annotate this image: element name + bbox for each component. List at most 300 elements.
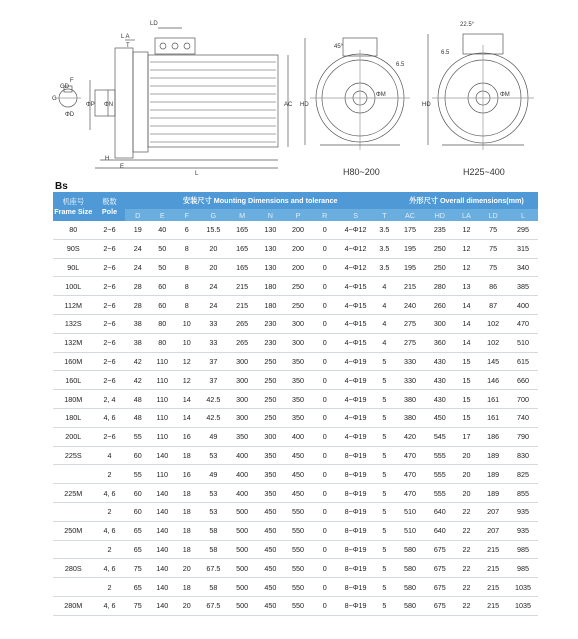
motor-dimension-drawings [0,0,578,180]
value-cell: 18 [174,484,199,503]
pole-cell: 2 [94,465,126,484]
table-row [53,258,538,277]
frame-cell: 100L [53,277,94,296]
value-cell: 0 [312,465,338,484]
section-label: Bs [55,181,68,192]
pole-header [94,192,126,221]
value-cell: 250 [257,408,285,427]
value-cell: 510 [395,521,425,540]
value-cell: 4~Φ19 [337,408,373,427]
pole-cell: 2~6 [94,258,126,277]
value-cell: 20 [199,239,228,258]
value-cell: 17 [455,427,478,446]
value-cell: 189 [478,465,508,484]
value-cell: 8 [174,296,199,315]
value-cell: 0 [312,239,338,258]
pole-cell: 2~6 [94,427,126,446]
value-cell: 75 [478,239,508,258]
value-cell: 65 [125,521,150,540]
value-cell: 195 [395,239,425,258]
pole-cell: 2~6 [94,296,126,315]
dim-label: 22.5° [460,22,475,28]
pole-cell: 2~6 [94,333,126,352]
value-cell: 3.5 [374,258,395,277]
value-cell: 4~Φ19 [337,390,373,409]
value-cell: 4~Φ15 [337,277,373,296]
value-cell: 295 [508,221,538,239]
value-cell: 50 [150,258,175,277]
value-cell: 15 [455,390,478,409]
pole-cell: 4, 6 [94,484,126,503]
value-cell: 350 [257,446,285,465]
value-cell: 0 [312,502,338,521]
value-cell: 22 [455,521,478,540]
value-cell: 53 [199,502,228,521]
value-cell: 4 [374,277,395,296]
value-cell: 510 [395,502,425,521]
table-row [53,314,538,333]
caption-small: H80~200 [343,167,380,177]
value-cell: 450 [425,408,455,427]
value-cell: 140 [150,446,175,465]
frame-cell: 225M [53,484,94,503]
dim-label: E [120,164,125,170]
value-cell: 640 [425,521,455,540]
frame-cell: 90S [53,239,94,258]
value-cell: 380 [395,390,425,409]
value-cell: 207 [478,502,508,521]
table-row [53,484,538,503]
value-cell: 300 [284,314,312,333]
pole-cell: 2~6 [94,277,126,296]
value-cell: 250 [425,239,455,258]
table-row [53,352,538,371]
pole-cell: 2 [94,502,126,521]
value-cell: 80 [150,314,175,333]
value-cell: 22 [455,596,478,615]
value-cell: 215 [478,578,508,597]
column-header: D [125,209,150,221]
table-row [53,540,538,559]
value-cell: 38 [125,314,150,333]
pole-cell: 4, 6 [94,408,126,427]
frame-cell: 250M [53,521,94,540]
dim-label: 6.5 [396,62,405,68]
value-cell: 48 [125,390,150,409]
value-cell: 430 [425,371,455,390]
value-cell: 189 [478,446,508,465]
value-cell: 300 [284,333,312,352]
value-cell: 60 [125,446,150,465]
value-cell: 110 [150,465,175,484]
value-cell: 8 [174,239,199,258]
column-header: R [312,209,338,221]
caption-large: H225~400 [463,167,505,177]
frame-cell: 280S [53,559,94,578]
table-row [53,521,538,540]
value-cell: 420 [395,427,425,446]
value-cell: 1035 [508,578,538,597]
value-cell: 0 [312,446,338,465]
value-cell: 640 [425,502,455,521]
value-cell: 330 [395,371,425,390]
value-cell: 350 [284,371,312,390]
value-cell: 22 [455,578,478,597]
value-cell: 400 [228,484,257,503]
value-cell: 75 [478,221,508,239]
value-cell: 675 [425,578,455,597]
value-cell: 470 [395,446,425,465]
dim-label: F [70,78,74,84]
value-cell: 3.5 [374,239,395,258]
value-cell: 53 [199,446,228,465]
value-cell: 4~Φ19 [337,352,373,371]
value-cell: 315 [508,239,538,258]
value-cell: 500 [228,559,257,578]
column-header: HD [425,209,455,221]
pole-cell: 2~6 [94,239,126,258]
value-cell: 550 [284,578,312,597]
frame-cn: 机座号 [62,197,85,206]
value-cell: 300 [228,352,257,371]
frame-cell: 90L [53,258,94,277]
value-cell: 855 [508,484,538,503]
value-cell: 18 [174,540,199,559]
value-cell: 1035 [508,596,538,615]
value-cell: 555 [425,446,455,465]
value-cell: 48 [125,408,150,427]
value-cell: 8~Φ19 [337,559,373,578]
value-cell: 340 [508,258,538,277]
value-cell: 5 [374,502,395,521]
value-cell: 110 [150,408,175,427]
value-cell: 0 [312,277,338,296]
value-cell: 12 [455,239,478,258]
value-cell: 15 [455,408,478,427]
frame-cell [53,502,94,521]
pole-cell: 2~6 [94,352,126,371]
value-cell: 8~Φ19 [337,521,373,540]
column-header: E [150,209,175,221]
value-cell: 215 [395,277,425,296]
frame-en: Frame Size [54,207,93,216]
value-cell: 14 [174,390,199,409]
value-cell: 350 [284,352,312,371]
value-cell: 145 [478,352,508,371]
value-cell: 825 [508,465,538,484]
dim-label: HD [300,102,309,108]
column-header: S [337,209,373,221]
value-cell: 42 [125,352,150,371]
table-row [53,296,538,315]
value-cell: 8~Φ19 [337,446,373,465]
value-cell: 10 [174,333,199,352]
overall-header: 外形尺寸 Overall dimensions(mm) [395,192,538,209]
value-cell: 22 [455,540,478,559]
value-cell: 250 [284,296,312,315]
value-cell: 675 [425,540,455,559]
value-cell: 300 [425,314,455,333]
value-cell: 130 [257,221,285,239]
value-cell: 510 [508,333,538,352]
value-cell: 180 [257,277,285,296]
value-cell: 140 [150,540,175,559]
pole-cell: 4, 6 [94,596,126,615]
value-cell: 215 [228,277,257,296]
dim-label: T [126,43,130,49]
value-cell: 60 [150,277,175,296]
value-cell: 0 [312,578,338,597]
value-cell: 175 [395,221,425,239]
dim-label: 6.5 [441,50,450,56]
value-cell: 22 [455,559,478,578]
value-cell: 555 [425,465,455,484]
value-cell: 53 [199,484,228,503]
frame-cell [53,540,94,559]
value-cell: 265 [228,314,257,333]
value-cell: 8~Φ19 [337,578,373,597]
value-cell: 0 [312,540,338,559]
value-cell: 20 [455,465,478,484]
value-cell: 165 [228,258,257,277]
value-cell: 14 [455,333,478,352]
value-cell: 250 [257,352,285,371]
value-cell: 16 [174,427,199,446]
value-cell: 450 [284,465,312,484]
value-cell: 450 [257,540,285,559]
value-cell: 14 [455,314,478,333]
value-cell: 110 [150,352,175,371]
value-cell: 33 [199,314,228,333]
pole-cell: 4, 6 [94,521,126,540]
value-cell: 140 [150,596,175,615]
value-cell: 400 [284,427,312,446]
column-header: L [508,209,538,221]
value-cell: 13 [455,277,478,296]
value-cell: 102 [478,333,508,352]
table-row [53,239,538,258]
value-cell: 15 [455,352,478,371]
value-cell: 250 [257,371,285,390]
value-cell: 5 [374,596,395,615]
value-cell: 4~Φ15 [337,333,373,352]
value-cell: 110 [150,371,175,390]
value-cell: 450 [257,502,285,521]
value-cell: 207 [478,521,508,540]
value-cell: 400 [228,465,257,484]
value-cell: 5 [374,352,395,371]
value-cell: 161 [478,390,508,409]
value-cell: 67.5 [199,559,228,578]
value-cell: 230 [257,314,285,333]
value-cell: 300 [228,390,257,409]
value-cell: 4~Φ19 [337,427,373,446]
value-cell: 195 [395,258,425,277]
value-cell: 5 [374,465,395,484]
dim-label: ΦD [65,112,75,118]
value-cell: 4~Φ19 [337,371,373,390]
pole-cell: 4 [94,446,126,465]
value-cell: 0 [312,258,338,277]
value-cell: 350 [228,427,257,446]
value-cell: 15.5 [199,221,228,239]
value-cell: 38 [125,333,150,352]
dimension-table [53,192,538,616]
value-cell: 430 [425,352,455,371]
value-cell: 20 [174,559,199,578]
table-row [53,559,538,578]
value-cell: 102 [478,314,508,333]
value-cell: 5 [374,484,395,503]
value-cell: 450 [257,521,285,540]
value-cell: 400 [508,296,538,315]
value-cell: 0 [312,408,338,427]
value-cell: 86 [478,277,508,296]
table-row [53,333,538,352]
value-cell: 22 [455,502,478,521]
pole-cell: 4, 6 [94,559,126,578]
value-cell: 0 [312,296,338,315]
value-cell: 130 [257,258,285,277]
value-cell: 470 [395,465,425,484]
value-cell: 24 [199,277,228,296]
column-header: N [257,209,285,221]
dim-label: HD [422,102,431,108]
value-cell: 58 [199,521,228,540]
value-cell: 0 [312,484,338,503]
value-cell: 42.5 [199,390,228,409]
table-row [53,277,538,296]
value-cell: 555 [425,484,455,503]
value-cell: 0 [312,352,338,371]
value-cell: 5 [374,521,395,540]
value-cell: 200 [284,221,312,239]
value-cell: 60 [150,296,175,315]
value-cell: 250 [284,277,312,296]
column-header: AC [395,209,425,221]
value-cell: 8~Φ19 [337,502,373,521]
value-cell: 500 [228,596,257,615]
value-cell: 360 [425,333,455,352]
pole-en: Pole [101,207,118,216]
column-header: F [174,209,199,221]
value-cell: 12 [174,371,199,390]
value-cell: 8 [174,277,199,296]
value-cell: 790 [508,427,538,446]
value-cell: 146 [478,371,508,390]
value-cell: 28 [125,277,150,296]
pole-cell: 2, 4 [94,390,126,409]
value-cell: 24 [199,296,228,315]
value-cell: 20 [455,484,478,503]
value-cell: 12 [174,352,199,371]
value-cell: 3.5 [374,221,395,239]
value-cell: 450 [257,596,285,615]
value-cell: 140 [150,502,175,521]
table-row [53,427,538,446]
value-cell: 350 [284,408,312,427]
column-header: M [228,209,257,221]
value-cell: 75 [478,258,508,277]
value-cell: 140 [150,559,175,578]
value-cell: 0 [312,596,338,615]
value-cell: 110 [150,390,175,409]
mounting-header: 安装尺寸 Mounting Dimensions and tolerance [125,192,395,209]
table-row [53,465,538,484]
value-cell: 0 [312,371,338,390]
frame-cell: 180L [53,408,94,427]
value-cell: 500 [228,521,257,540]
value-cell: 8~Φ19 [337,465,373,484]
value-cell: 200 [284,239,312,258]
value-cell: 50 [150,239,175,258]
frame-cell [53,465,94,484]
value-cell: 545 [425,427,455,446]
value-cell: 250 [425,258,455,277]
side-view-drawing [90,28,288,168]
frame-cell [53,578,94,597]
value-cell: 60 [125,484,150,503]
value-cell: 215 [228,296,257,315]
value-cell: 12 [455,258,478,277]
pole-cell: 2 [94,578,126,597]
value-cell: 14 [174,408,199,427]
value-cell: 400 [228,446,257,465]
value-cell: 12 [455,221,478,239]
value-cell: 18 [174,502,199,521]
value-cell: 186 [478,427,508,446]
column-header: LA [455,209,478,221]
value-cell: 935 [508,521,538,540]
value-cell: 19 [125,221,150,239]
value-cell: 275 [395,333,425,352]
value-cell: 4~Φ12 [337,221,373,239]
value-cell: 550 [284,521,312,540]
value-cell: 550 [284,559,312,578]
value-cell: 140 [150,521,175,540]
value-cell: 18 [174,446,199,465]
value-cell: 8~Φ19 [337,540,373,559]
value-cell: 110 [150,427,175,446]
value-cell: 985 [508,559,538,578]
value-cell: 0 [312,559,338,578]
value-cell: 0 [312,427,338,446]
value-cell: 265 [228,333,257,352]
value-cell: 5 [374,427,395,446]
value-cell: 140 [150,484,175,503]
column-header: T [374,209,395,221]
value-cell: 24 [125,258,150,277]
pole-cell: 2~6 [94,221,126,239]
frame-cell: 132M [53,333,94,352]
value-cell: 0 [312,390,338,409]
frame-cell: 132S [53,314,94,333]
value-cell: 500 [228,540,257,559]
column-subheader-row [53,209,538,221]
value-cell: 350 [257,465,285,484]
value-cell: 4 [374,296,395,315]
value-cell: 580 [395,540,425,559]
table-body [53,221,538,615]
value-cell: 550 [284,596,312,615]
value-cell: 985 [508,540,538,559]
value-cell: 500 [228,502,257,521]
value-cell: 165 [228,239,257,258]
value-cell: 140 [150,578,175,597]
value-cell: 55 [125,465,150,484]
value-cell: 5 [374,390,395,409]
value-cell: 5 [374,578,395,597]
